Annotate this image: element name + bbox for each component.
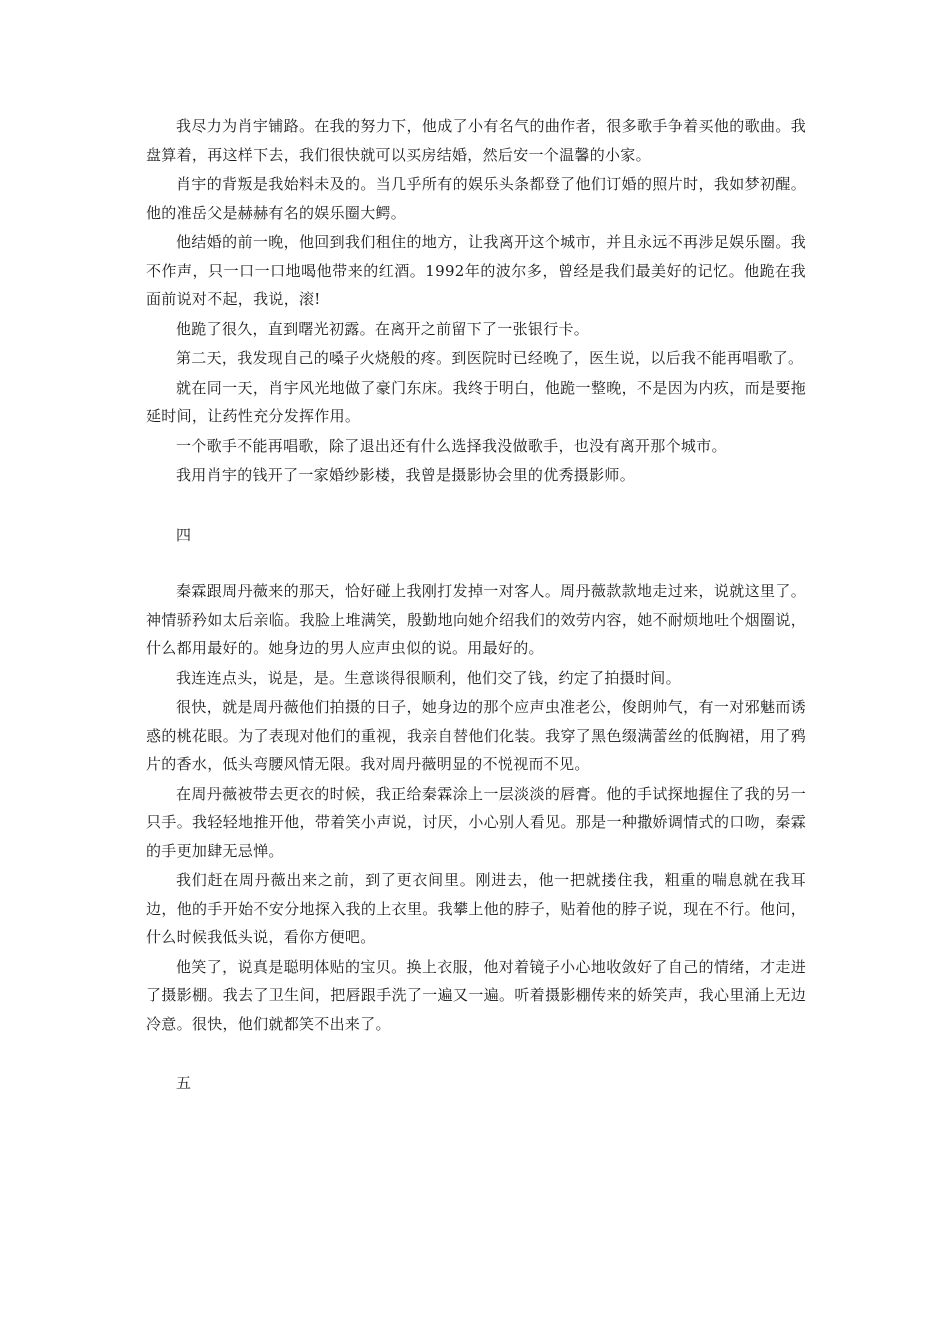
paragraph: 他跪了很久，直到曙光初露。在离开之前留下了一张银行卡。: [176, 319, 590, 338]
spacer: [146, 549, 806, 577]
section-heading: 五: [176, 1074, 192, 1092]
paragraph: 就在同一天，肖宇风光地做了豪门东床。我终于明白，他跪一整晚，不是因为内疚，而是要拖延时间，让药性充分发挥作用。: [146, 378, 806, 425]
spacer: [146, 1039, 806, 1069]
spacer: [146, 491, 806, 521]
paragraph: 我用肖宇的钱开了一家婚纱影楼，我曾是摄影协会里的优秀摄影师。: [176, 466, 636, 484]
document-body: [146, 112, 806, 1098]
paragraph: 他笑了，说真是聪明体贴的宝贝。换上衣服，他对着镜子小心地收敛好了自己的情绪，才走进了摄影棚。我去了卫生间，把唇跟手洗了一遍又一遍。听着摄影棚传来的娇笑声，我心里涌上无边冷意。很快，他们就都笑不出来了。: [146, 957, 806, 1033]
paragraph: 他结婚的前一晚，他回到我们租住的地方，让我离开这个城市，并且永远不再涉足娱乐圈。我不作声，只一口一口地喝他带来的红酒。1992年的波尔多，曾经是我们最美好的记忆。他跪在我面前说对不起，我说，滚!: [146, 233, 806, 308]
paragraph: 秦霖跟周丹薇来的那天，恰好碰上我刚打发掉一对客人。周丹薇款款地走过来，说就这里了。神情骄矜如太后亲临。我脸上堆满笑，殷勤地向她介绍我们的效劳内容，她不耐烦地吐个烟圈说，什么都用最好的。她身边的男人应声虫似的说。用最好的。: [146, 582, 806, 657]
paragraph: 在周丹薇被带去更衣的时候，我正给秦霖涂上一层淡淡的唇膏。他的手试探地握住了我的另一只手。我轻轻地推开他，带着笑小声说，讨厌，小心别人看见。那是一种撒娇调情式的口吻，秦霖的手更加肆无忌惮。: [146, 784, 806, 860]
paragraph: 第二天，我发现自己的嗓子火烧般的疼。到医院时已经晚了，医生说，以后我不能再唱歌了。: [176, 349, 804, 367]
paragraph: 肖宇的背叛是我始料未及的。当几乎所有的娱乐头条都登了他们订婚的照片时，我如梦初醒。他的准岳父是赫赫有名的娱乐圈大鳄。: [146, 175, 806, 222]
paragraph: 很快，就是周丹薇他们拍摄的日子，她身边的那个应声虫准老公，俊朗帅气，有一对邪魅而诱惑的桃花眼。为了表现对他们的重视，我亲自替他们化装。我穿了黑色缀满蕾丝的低胸裙，用了鸦片的香水，低头弯腰风情无限。我对周丹薇明显的不悦视而不见。: [146, 698, 806, 773]
paragraph: 一个歌手不能再唱歌，除了退出还有什么选择我没做歌手，也没有离开那个城市。: [176, 436, 727, 455]
paragraph: 我连连点头，说是，是。生意谈得很顺利，他们交了钱，约定了拍摄时间。: [176, 668, 681, 687]
paragraph: 我们赶在周丹薇出来之前，到了更衣间里。刚进去，他一把就搂住我，粗重的喘息就在我耳边，他的手开始不安分地探入我的上衣里。我攀上他的脖子，贴着他的脖子说，现在不行。他问，什么时候我低头说，看你方便吧。: [146, 871, 806, 946]
section-heading: 四: [176, 525, 192, 544]
paragraph: 我尽力为肖宇铺路。在我的努力下，他成了小有名气的曲作者，很多歌手争着买他的歌曲。我盘算着，再这样下去，我们很快就可以买房结婚，然后安一个温馨的小家。: [146, 117, 806, 164]
